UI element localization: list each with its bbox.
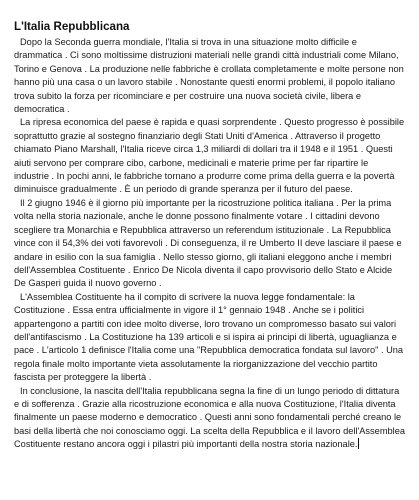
paragraph-referendum-1946: Il 2 giugno 1946 è il giorno più importante per la ricostruzione politica italiana . Per la prima volta nella storia nazionale, anche le donne possono finalmente votare . I cittadini devono scegliere tra Monarchia e Repubblica attraverso un referendum istituzionale . La Repubblica vince con il 54,3% dei voti favorevoli . Di conseguenza, il re Umberto II deve lasciare il paese e andare in esilio con la sua famiglia . Nello stesso giorno, gli italiani eleggono anche i membri dell'Assemblea Costituente . Enrico De Nicola diventa il capo provvisorio dello Stato e Alcide De Gasperi guida il nuovo governo . — [14, 197, 402, 289]
paragraph-conclusion-text: In conclusione, la nascita dell'Italia repubblicana segna la fine di un lungo periodo di dittatura e di sofferenza . Grazie alla ricostruzione economica e alla nuova Costituzione, l'Italia diventa finalmente un paese moderno e democratico . Questi anni sono fondamentali perché creano le basi della libertà che noi conosciamo oggi. La scelta della Repubblica e il lavoro dell'Assemblea Costituente restano ancora oggi i pilastri più importanti della nostra storia nazionale. — [14, 385, 406, 450]
paragraph-postwar-situation: Dopo la Seconda guerra mondiale, l'Italia si trova in una situazione molto difficile e drammatica . Ci sono moltissime distruzioni materiali nelle grandi città industriali come Milano, Torino e Genova . La produzione nelle fabbriche è crollata completamente e molte persone non hanno più una casa o un lavoro stabile . Nonostante questi enormi problemi, il popolo italiano trova subito la forza per ricominciare e per costruire una nuova società civile, libera e democratica . — [14, 37, 404, 115]
text-cursor — [358, 438, 359, 449]
document-title: L'Italia Repubblicana — [14, 20, 130, 33]
paragraph-constitution: L'Assemblea Costituente ha il compito di scrivere la nuova legge fondamentale: la Costituzione . Essa entra ufficialmente in vigore il 1° gennaio 1948 . Anche se i politici appartengono a partiti con idee molto diverse, loro trovano un compromesso basato sui valori dell'antifascismo . La Costituzione ha 139 articoli e si ispira ai principi di libertà, uguaglianza e pace . L'articolo 1 definisce l'Italia come una "Repubblica democratica fondata sul lavoro" . Una regola finale molto importante vieta assolutamente la riorganizzazione del vecchio partito fascista per proteggere la libertà . — [14, 291, 404, 383]
paragraph-economic-recovery: La ripresa economica del paese è rapida e quasi sorprendente . Questo progresso è possibile soprattutto grazie al sostegno finanziario degli Stati Uniti d'America . Attraverso il progetto chiamato Piano Marshall, l'Italia riceve circa 1,3 miliardi di dollari tra il 1948 e il 1951 . Questi aiuti servono per comprare cibo, carbone, medicinali e materie prime per far ripartire le industrie . In pochi anni, le fabbriche tornano a produrre come prima della guerra e la povertà diminuisce gradualmente . È un periodo di grande speranza per il futuro del paese. — [14, 117, 405, 195]
paragraph-conclusion — [14, 385, 405, 452]
